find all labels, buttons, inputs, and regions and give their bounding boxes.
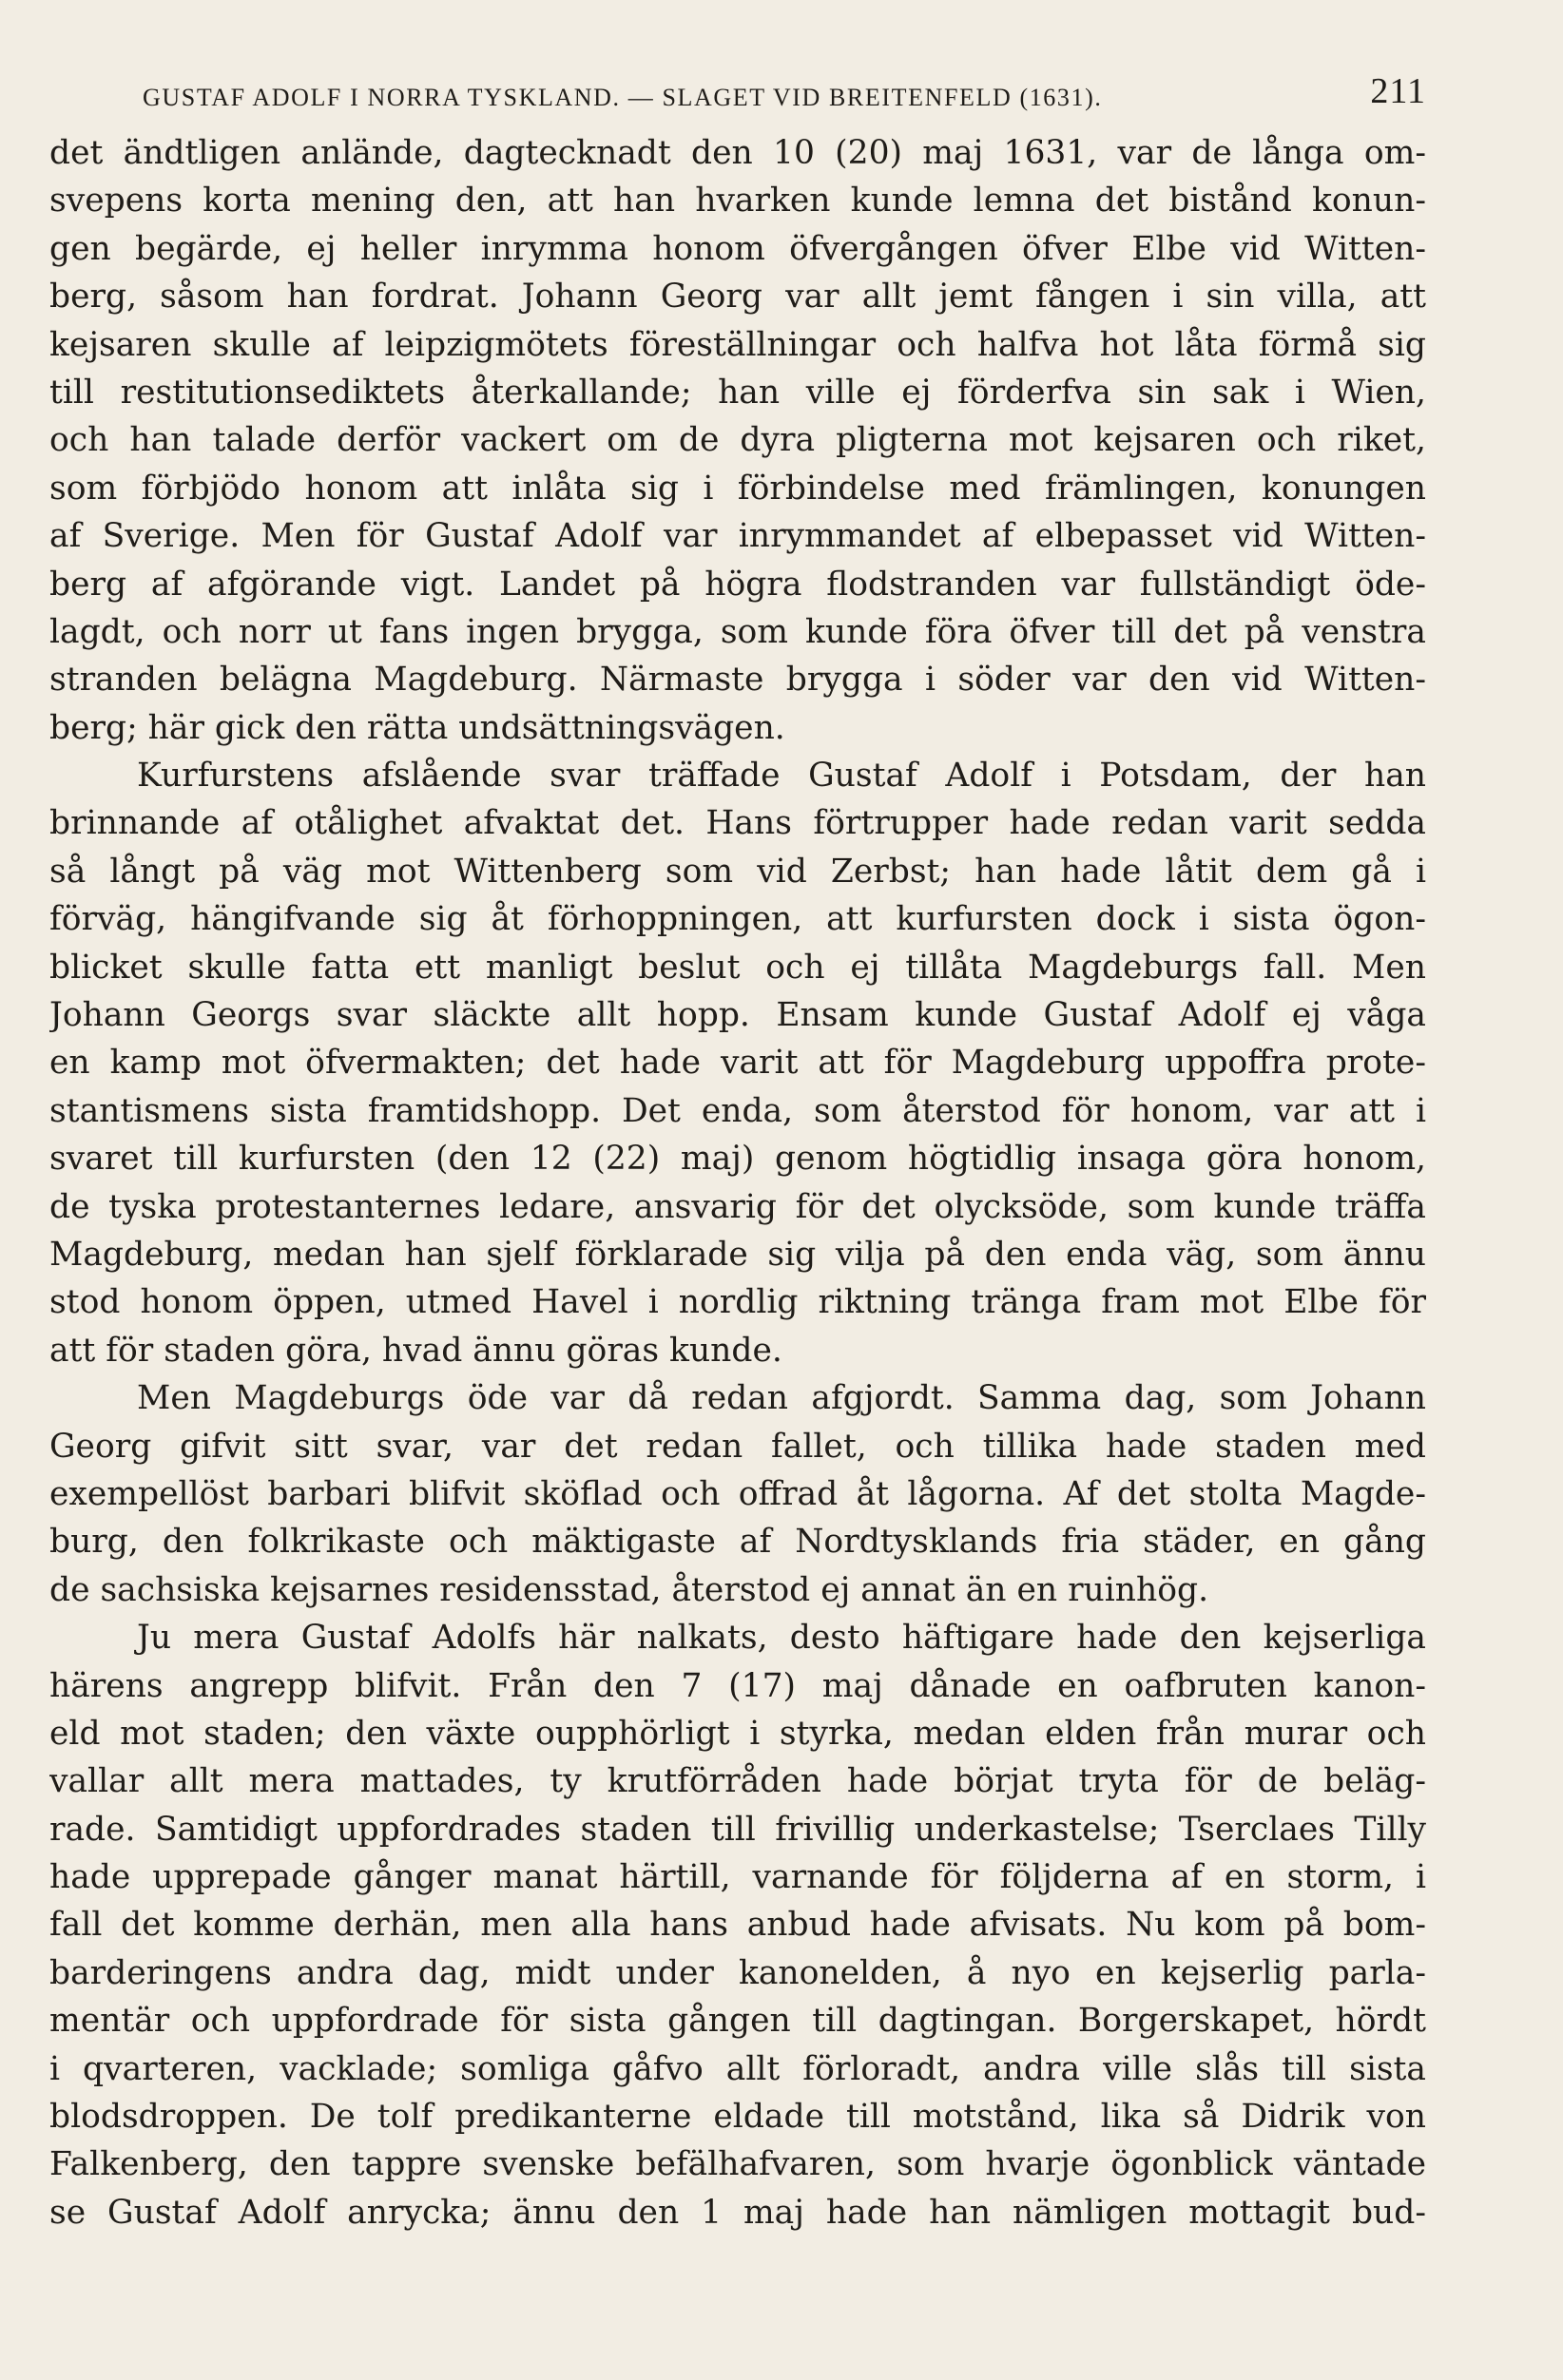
text-line: en kamp mot öfvermakten; det hade varit att för Magdeburg uppoffra prote- [49,1044,1426,1083]
page-number: 211 [1370,71,1426,111]
text-line: härens angrepp blifvit. Från den 7 (17) maj dånade en oafbruten kanon- [49,1666,1426,1705]
text-line: stantismens sista framtidshopp. Det enda, som återstod för honom, var att i [49,1091,1426,1130]
text-line: de sachsiska kejsarnes residensstad, återstod ej annat än en ruinhög. [49,1570,1209,1609]
text-line: vallar allt mera mattades, ty krutförråden hade börjat tryta för de beläg- [49,1762,1426,1801]
text-line: Falkenberg, den tappre svenske befälhafvaren, som hvarje ögonblick väntade [49,2145,1426,2184]
text-line: barderingens andra dag, midt under kanonelden, å nyo en kejserlig parla- [49,1953,1426,1992]
text-line: hade upprepade gånger manat härtill, varnande för följderna af en storm, i [49,1858,1426,1897]
text-line: som förbjödo honom att inlåta sig i förbindelse med främlingen, konungen [49,469,1426,508]
running-head [143,55,1426,112]
text-line: blicket skulle fatta ett manligt beslut och ej tillåta Magdeburgs fall. Men [49,948,1426,987]
text-line: Men Magdeburgs öde var då redan afgjordt. Samma dag, som Johann [137,1379,1426,1418]
text-line: i qvarteren, vacklade; somliga gåfvo allt förloradt, andra ville slås till sista [49,2049,1426,2088]
text-line: exempellöst barbari blifvit sköflad och offrad åt lågorna. Af det stolta Magde- [49,1474,1426,1513]
text-line: så långt på väg mot Wittenberg som vid Zerbst; han hade låtit dem gå i [49,852,1426,891]
body-text [49,129,1426,2236]
text-line: det ändtligen anlände, dagtecknadt den 10 (20) maj 1631, var de långa om- [49,134,1426,172]
text-line: se Gustaf Adolf anrycka; ännu den 1 maj hade han nämligen mottagit bud- [49,2193,1426,2232]
text-line: berg, såsom han fordrat. Johann Georg var allt jemt fången i sin villa, att [49,278,1426,317]
text-line: rade. Samtidigt uppfordrades staden till frivillig underkastelse; Tserclaes Tilly [49,1810,1426,1849]
text-line: stranden belägna Magdeburg. Närmaste brygga i söder var den vid Witten- [49,661,1426,700]
text-line: kejsaren skulle af leipzigmötets föreställningar och halfva hot låta förmå sig [49,325,1426,364]
text-line: af Sverige. Men för Gustaf Adolf var inrymmandet af elbepasset vid Witten- [49,517,1426,556]
text-line: svaret till kurfursten (den 12 (22) maj) genom högtidlig insaga göra honom, [49,1140,1426,1179]
text-line: brinnande af otålighet afvaktat det. Hans förtrupper hade redan varit sedda [49,804,1426,843]
text-line: blodsdroppen. De tolf predikanterne eldade till motstånd, lika så Didrik von [49,2098,1426,2137]
running-title: GUSTAF ADOLF I NORRA TYSKLAND. — SLAGET VID BREITENFELD (1631). [143,84,1103,111]
text-line: de tyska protestanternes ledare, ansvarig för det olycksöde, som kunde träffa [49,1187,1426,1226]
text-line: till restitutionsediktets återkallande; han ville ej förderfva sin sak i Wien, [49,373,1426,412]
text-line: Magdeburg, medan han sjelf förklarade sig vilja på den enda väg, som ännu [49,1235,1426,1274]
text-line: berg af afgörande vigt. Landet på högra flodstranden var fullständigt öde- [49,565,1426,604]
text-line: Georg gifvit sitt svar, var det redan fallet, och tillika hade staden med [49,1427,1426,1466]
text-line: mentär och uppfordrade för sista gången till dagtingan. Borgerskapet, hördt [49,2002,1426,2041]
text-line: och han talade derför vackert om de dyra pligterna mot kejsaren och riket, [49,421,1426,460]
text-line: svepens korta mening den, att han hvarken kunde lemna det bistånd konun- [49,182,1426,221]
text-line: lagdt, och norr ut fans ingen brygga, som kunde föra öfver till det på venstra [49,612,1426,651]
text-line: förväg, hängifvande sig åt förhoppningen, att kurfursten dock i sista ögon- [49,900,1426,939]
text-line: gen begärde, ej heller inrymma honom öfvergången öfver Elbe vid Witten- [49,229,1426,268]
text-line: fall det komme derhän, men alla hans anbud hade afvisats. Nu kom på bom- [49,1906,1426,1945]
text-line: att för staden göra, hvad ännu göras kunde. [49,1331,782,1370]
text-line: berg; här gick den rätta undsättningsvägen. [49,708,785,747]
text-line: eld mot staden; den växte oupphörligt i styrka, medan elden från murar och [49,1714,1426,1753]
text-line: Ju mera Gustaf Adolfs här nalkats, desto häftigare hade den kejserliga [137,1619,1426,1658]
text-line: Johann Georgs svar släckte allt hopp. Ensam kunde Gustaf Adolf ej våga [49,996,1426,1035]
text-line: burg, den folkrikaste och mäktigaste af Nordtysklands fria städer, en gång [49,1523,1426,1562]
text-line: stod honom öppen, utmed Havel i nordlig riktning tränga fram mot Elbe för [49,1283,1426,1322]
text-line: Kurfurstens afslående svar träffade Gustaf Adolf i Potsdam, der han [137,757,1426,796]
